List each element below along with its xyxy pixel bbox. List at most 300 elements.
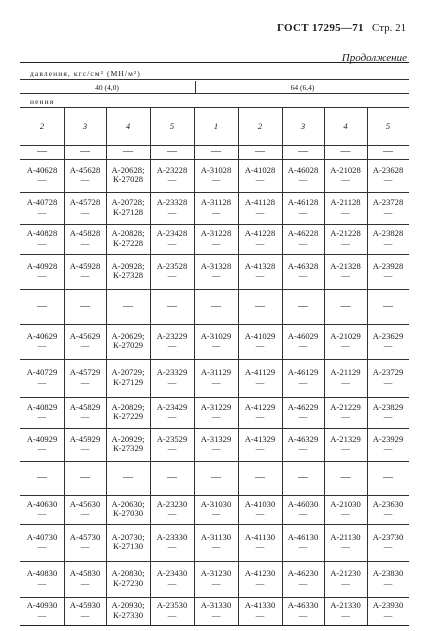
cell-text: — (255, 237, 265, 248)
table-cell (64, 166, 106, 185)
cell-text: А-40728 (26, 197, 58, 207)
table-cell (367, 473, 409, 483)
table-cell (324, 262, 367, 281)
cell-text: А-31329 (200, 433, 232, 444)
cell-text: — (123, 472, 133, 483)
table-cell (106, 533, 150, 552)
cell-text: — (80, 472, 90, 483)
cell-text: — (383, 206, 393, 217)
table-cell (194, 435, 238, 454)
table-cell (367, 500, 409, 519)
cell-text: — (167, 237, 177, 248)
cell-text: — (255, 270, 265, 280)
table-cell (282, 533, 324, 552)
cell-text: А-21029 (330, 330, 361, 341)
cell-text: — (255, 541, 265, 551)
cell-text: — (211, 237, 221, 248)
cell-text: А-45630 (69, 498, 101, 509)
page-number: Стр. 21 (372, 22, 407, 34)
cell-text: А-41330 (244, 600, 276, 610)
cell-text: А-31128 (200, 197, 232, 207)
cell-text: А-40828 (26, 228, 58, 238)
cell-text: А-21129 (330, 367, 361, 377)
table-cell (324, 569, 367, 588)
cell-text: А-46030 (287, 498, 319, 509)
cell-text: — (340, 146, 351, 157)
cell-text: — (341, 237, 350, 248)
table-cell (20, 569, 64, 588)
cell-text: А-45629 (69, 330, 101, 341)
table-cell (20, 166, 64, 185)
table-cell (282, 147, 324, 157)
cell-text: — (383, 174, 393, 184)
cell-text: — (211, 206, 221, 217)
table-cell (194, 500, 238, 519)
cell-text: — (167, 508, 177, 518)
cell-text: — (37, 237, 47, 248)
row-rule (20, 524, 409, 525)
table-cell (106, 147, 150, 157)
cell-text: А-21330 (330, 600, 361, 610)
cell-text: А-46029 (287, 330, 319, 341)
cell-text: — (383, 541, 393, 551)
sub-label: нения (30, 97, 55, 106)
cell-text: А-45930 (69, 600, 101, 610)
table-cell (282, 166, 324, 185)
cell-text: — (383, 577, 393, 588)
pressure-divider (195, 81, 196, 93)
cell-text: А-23629 (372, 330, 404, 341)
table-cell (367, 262, 409, 281)
cell-text: А-21228 (330, 228, 361, 238)
table-cell (194, 166, 238, 185)
cell-text: К-27128 (112, 206, 144, 217)
row-rule (20, 597, 409, 598)
cell-text: А-23428 (156, 228, 188, 238)
table-cell (324, 403, 367, 422)
cell-text: А-20829; (111, 401, 145, 412)
cell-text: — (340, 472, 351, 483)
cell-text: А-45829 (69, 401, 101, 412)
cell-text: — (298, 300, 308, 312)
cell-text: — (37, 443, 47, 453)
cell-text: — (167, 376, 177, 387)
table-cell (20, 403, 64, 422)
cell-text: — (167, 174, 177, 184)
column-number: 2 (257, 121, 263, 131)
table-cell (106, 166, 150, 185)
table-cell (367, 147, 409, 157)
table-cell (324, 533, 367, 552)
cell-text: К-27028 (112, 174, 144, 184)
table-cell (238, 262, 282, 281)
cell-text: А-31030 (200, 498, 232, 509)
cell-text: А-20928; (111, 260, 145, 271)
table-cell (64, 198, 106, 217)
cell-text: А-46230 (287, 568, 319, 578)
table-cell (367, 166, 409, 185)
cell-text: А-20728; (111, 197, 145, 207)
table-cell (20, 198, 64, 217)
cell-text: — (167, 609, 177, 620)
table-cell (106, 435, 150, 454)
cell-text: А-31330 (200, 600, 232, 610)
row-rule (20, 428, 409, 429)
table-cell (282, 262, 324, 281)
cell-text: А-40628 (26, 164, 58, 175)
cell-text: А-40928 (26, 260, 58, 271)
table-cell (238, 435, 282, 454)
table-cell (367, 332, 409, 351)
table-cell (324, 435, 367, 454)
cell-text: А-23730 (372, 531, 404, 542)
column-number: 4 (125, 121, 131, 131)
cell-text: А-23928 (372, 260, 404, 271)
table-cell (150, 262, 194, 281)
cell-text: А-21229 (330, 401, 361, 412)
table-cell (150, 147, 194, 157)
table-cell (64, 403, 106, 422)
cell-text: — (80, 541, 90, 551)
cell-text: — (383, 609, 393, 620)
cell-text: А-21030 (330, 498, 361, 509)
cell-text: — (211, 472, 221, 483)
table-cell (238, 368, 282, 387)
table-cell (238, 569, 282, 588)
data-table (20, 62, 409, 626)
cell-text: А-46328 (287, 260, 319, 271)
column-number: 5 (169, 121, 175, 131)
cell-text: А-23929 (372, 433, 404, 444)
cell-text: — (167, 206, 177, 217)
row-rule (20, 289, 409, 290)
pressure-label: давления, кгс/см² (МН/м²) (30, 69, 141, 78)
cell-text: — (298, 577, 308, 588)
table-cell (238, 601, 282, 620)
cell-text: — (255, 411, 265, 421)
table-cell (367, 533, 409, 552)
table-cell (194, 601, 238, 620)
cell-text: А-20830; (111, 568, 145, 578)
cell-text: — (37, 174, 47, 184)
cell-text: А-31029 (200, 330, 232, 341)
column-number: 3 (82, 121, 88, 131)
cell-text: А-40729 (26, 367, 58, 377)
table-cell (324, 473, 367, 483)
table-cell (238, 302, 282, 312)
table-cell (106, 569, 150, 588)
table-cell (64, 533, 106, 552)
cell-text: — (341, 270, 350, 280)
cell-text: А-45929 (69, 433, 101, 444)
cell-text: — (298, 237, 308, 248)
cell-text: А-23828 (372, 228, 404, 238)
cell-text: — (341, 174, 350, 184)
cell-text: А-20629; (111, 330, 145, 341)
table-cell (64, 229, 106, 248)
table-cell (282, 198, 324, 217)
table-cell (282, 332, 324, 351)
table-cell (64, 473, 106, 483)
cell-text: А-45830 (69, 568, 101, 578)
cell-text: К-27330 (112, 609, 144, 620)
table-cell (20, 302, 64, 312)
table-cell (282, 601, 324, 620)
cell-text: А-45730 (69, 531, 101, 542)
table-cell (238, 198, 282, 217)
table-cell (194, 403, 238, 422)
cell-text: А-23728 (372, 197, 404, 207)
header-rule (20, 93, 409, 94)
cell-text: — (167, 411, 177, 421)
cell-text: — (341, 340, 350, 350)
cell-text: — (298, 472, 308, 483)
table-cell (367, 302, 409, 312)
cell-text: — (211, 174, 221, 184)
cell-text: А-41328 (244, 260, 276, 271)
cell-text: А-21130 (330, 531, 361, 542)
cell-text: К-27130 (112, 541, 144, 551)
cell-text: — (255, 508, 265, 518)
cell-text: — (298, 146, 308, 157)
cell-text: К-27329 (112, 443, 144, 453)
cell-text: — (255, 206, 265, 217)
table-cell (150, 435, 194, 454)
table-cell (238, 166, 282, 185)
pressure-right-header: 64 (6,4) (290, 83, 315, 92)
table-cell (106, 302, 150, 312)
table-cell (238, 403, 282, 422)
cell-text: — (383, 146, 393, 157)
cell-text: — (211, 508, 221, 518)
cell-text: А-31028 (200, 164, 232, 175)
cell-text: — (37, 541, 47, 551)
table-cell (367, 198, 409, 217)
cell-text: — (37, 270, 47, 280)
table-cell (282, 302, 324, 312)
cell-text: К-27029 (112, 340, 144, 350)
cell-text: А-41029 (244, 330, 276, 341)
cell-text: А-23830 (372, 568, 404, 578)
cell-text: — (255, 146, 265, 157)
cell-text: — (123, 300, 133, 312)
cell-text: А-23829 (372, 401, 404, 412)
cell-text: — (211, 340, 221, 350)
cell-text: А-31328 (200, 260, 232, 271)
table-cell (282, 569, 324, 588)
cell-text: А-31130 (200, 531, 232, 542)
table-cell (282, 500, 324, 519)
cell-text: А-46228 (287, 228, 319, 238)
cell-text: А-46130 (287, 531, 319, 542)
cell-text: — (211, 577, 221, 588)
table-cell (20, 147, 64, 157)
continued-label: Продолжение (341, 52, 407, 64)
cell-text: — (255, 472, 265, 483)
cell-text: — (341, 541, 350, 551)
table-cell (194, 533, 238, 552)
cell-text: — (80, 376, 90, 387)
cell-text: — (383, 300, 393, 312)
column-number: 1 (213, 121, 219, 131)
cell-text: А-41028 (244, 164, 276, 175)
cell-text: — (37, 300, 47, 312)
table-cell (106, 473, 150, 483)
column-number: 2 (39, 121, 45, 131)
table-cell (20, 435, 64, 454)
cell-text: — (37, 376, 47, 387)
table-cell (20, 601, 64, 620)
cell-text: — (80, 237, 90, 248)
table-cell (238, 229, 282, 248)
cell-text: — (80, 577, 90, 588)
cell-text: А-21128 (330, 197, 361, 207)
cell-text: А-23729 (372, 367, 404, 377)
table-cell (282, 368, 324, 387)
cell-text: К-27328 (112, 270, 144, 280)
table-cell (324, 198, 367, 217)
table-cell (64, 147, 106, 157)
row-rule (20, 561, 409, 562)
cell-text: — (80, 340, 90, 350)
table-cell (150, 229, 194, 248)
row-rule (20, 254, 409, 255)
table-cell (324, 229, 367, 248)
cell-text: А-31230 (200, 568, 232, 578)
cell-text: — (37, 577, 47, 588)
cell-text: — (383, 376, 393, 387)
table-cell (64, 302, 106, 312)
cell-text: — (80, 174, 90, 184)
cell-text: — (37, 340, 47, 350)
standard-number: ГОСТ 17295—71 (277, 22, 364, 34)
table-cell (20, 533, 64, 552)
table-cell (150, 473, 194, 483)
table-cell (106, 500, 150, 519)
cell-text: — (341, 443, 350, 453)
cell-text: — (211, 443, 221, 453)
table-cell (367, 368, 409, 387)
cell-text: — (80, 508, 90, 518)
cell-text: А-31129 (200, 367, 232, 377)
cell-text: — (167, 146, 177, 157)
cell-text: А-40929 (26, 433, 58, 444)
table-cell (64, 435, 106, 454)
cell-text: К-27228 (112, 237, 144, 248)
cell-text: — (37, 472, 47, 483)
cell-text: А-31228 (200, 228, 232, 238)
cell-text: — (167, 270, 177, 280)
cell-text: А-46229 (287, 401, 319, 412)
table-cell (238, 332, 282, 351)
cell-text: К-27230 (112, 577, 144, 588)
table-cell (150, 166, 194, 185)
cell-text: А-23429 (156, 401, 188, 412)
cell-text: А-20828; (111, 228, 145, 238)
cell-text: — (298, 508, 308, 518)
table-cell (282, 229, 324, 248)
table-cell (106, 198, 150, 217)
cell-text: А-40730 (26, 531, 58, 542)
cell-text: — (255, 174, 265, 184)
cell-text: А-23630 (372, 498, 404, 509)
table-cell (150, 368, 194, 387)
table-cell (106, 262, 150, 281)
row-rule (20, 461, 409, 462)
table-cell (194, 473, 238, 483)
cell-text: — (211, 376, 221, 387)
cell-text: — (383, 237, 393, 248)
cell-text: — (341, 508, 350, 518)
cell-text: А-46128 (287, 197, 319, 207)
cell-text: — (255, 443, 265, 453)
table-cell (324, 500, 367, 519)
cell-text: А-45828 (69, 228, 101, 238)
table-cell (150, 569, 194, 588)
cell-text: А-21328 (330, 260, 361, 271)
cell-text: А-45728 (69, 197, 101, 207)
cell-text: А-46129 (287, 367, 319, 377)
cell-text: А-20628; (111, 164, 145, 175)
cell-text: А-23328 (156, 197, 188, 207)
table-cell (367, 435, 409, 454)
table-cell (324, 368, 367, 387)
cell-text: А-20729; (111, 367, 145, 377)
cell-text: — (298, 206, 308, 217)
cell-text: А-40630 (26, 498, 58, 509)
table-cell (194, 332, 238, 351)
header-rule (20, 79, 409, 80)
cell-text: — (383, 411, 393, 421)
cell-text: — (383, 472, 393, 483)
column-number: 4 (343, 121, 348, 131)
cell-text: — (255, 300, 265, 312)
cell-text: — (298, 411, 308, 421)
cell-text: А-45628 (69, 164, 101, 175)
cell-text: — (298, 443, 308, 453)
column-number: 5 (385, 121, 391, 131)
cell-text: А-40930 (26, 600, 58, 610)
cell-text: — (255, 340, 265, 350)
cell-text: — (167, 541, 177, 551)
table-cell (282, 473, 324, 483)
cell-text: А-45729 (69, 367, 101, 377)
cell-text: — (341, 577, 350, 588)
table-cell (64, 332, 106, 351)
row-rule (20, 324, 409, 325)
cell-text: А-20929; (111, 433, 145, 444)
cell-text: А-23529 (156, 433, 188, 444)
cell-text: А-40830 (26, 568, 58, 578)
row-rule (20, 192, 409, 193)
table-cell (150, 403, 194, 422)
header-rule (20, 107, 409, 108)
cell-text: — (340, 300, 351, 312)
cell-text: — (80, 411, 90, 421)
cell-text: А-23329 (156, 367, 188, 377)
cell-text: — (298, 174, 308, 184)
cell-text: — (211, 411, 221, 421)
cell-text: А-23330 (156, 531, 188, 542)
cell-text: А-41128 (244, 197, 276, 207)
cell-text: А-41230 (244, 568, 276, 578)
row-rule (20, 495, 409, 496)
cell-text: — (211, 300, 221, 312)
cell-text: А-23628 (372, 164, 404, 175)
table-cell (324, 601, 367, 620)
table-cell (324, 166, 367, 185)
cell-text: — (383, 508, 393, 518)
